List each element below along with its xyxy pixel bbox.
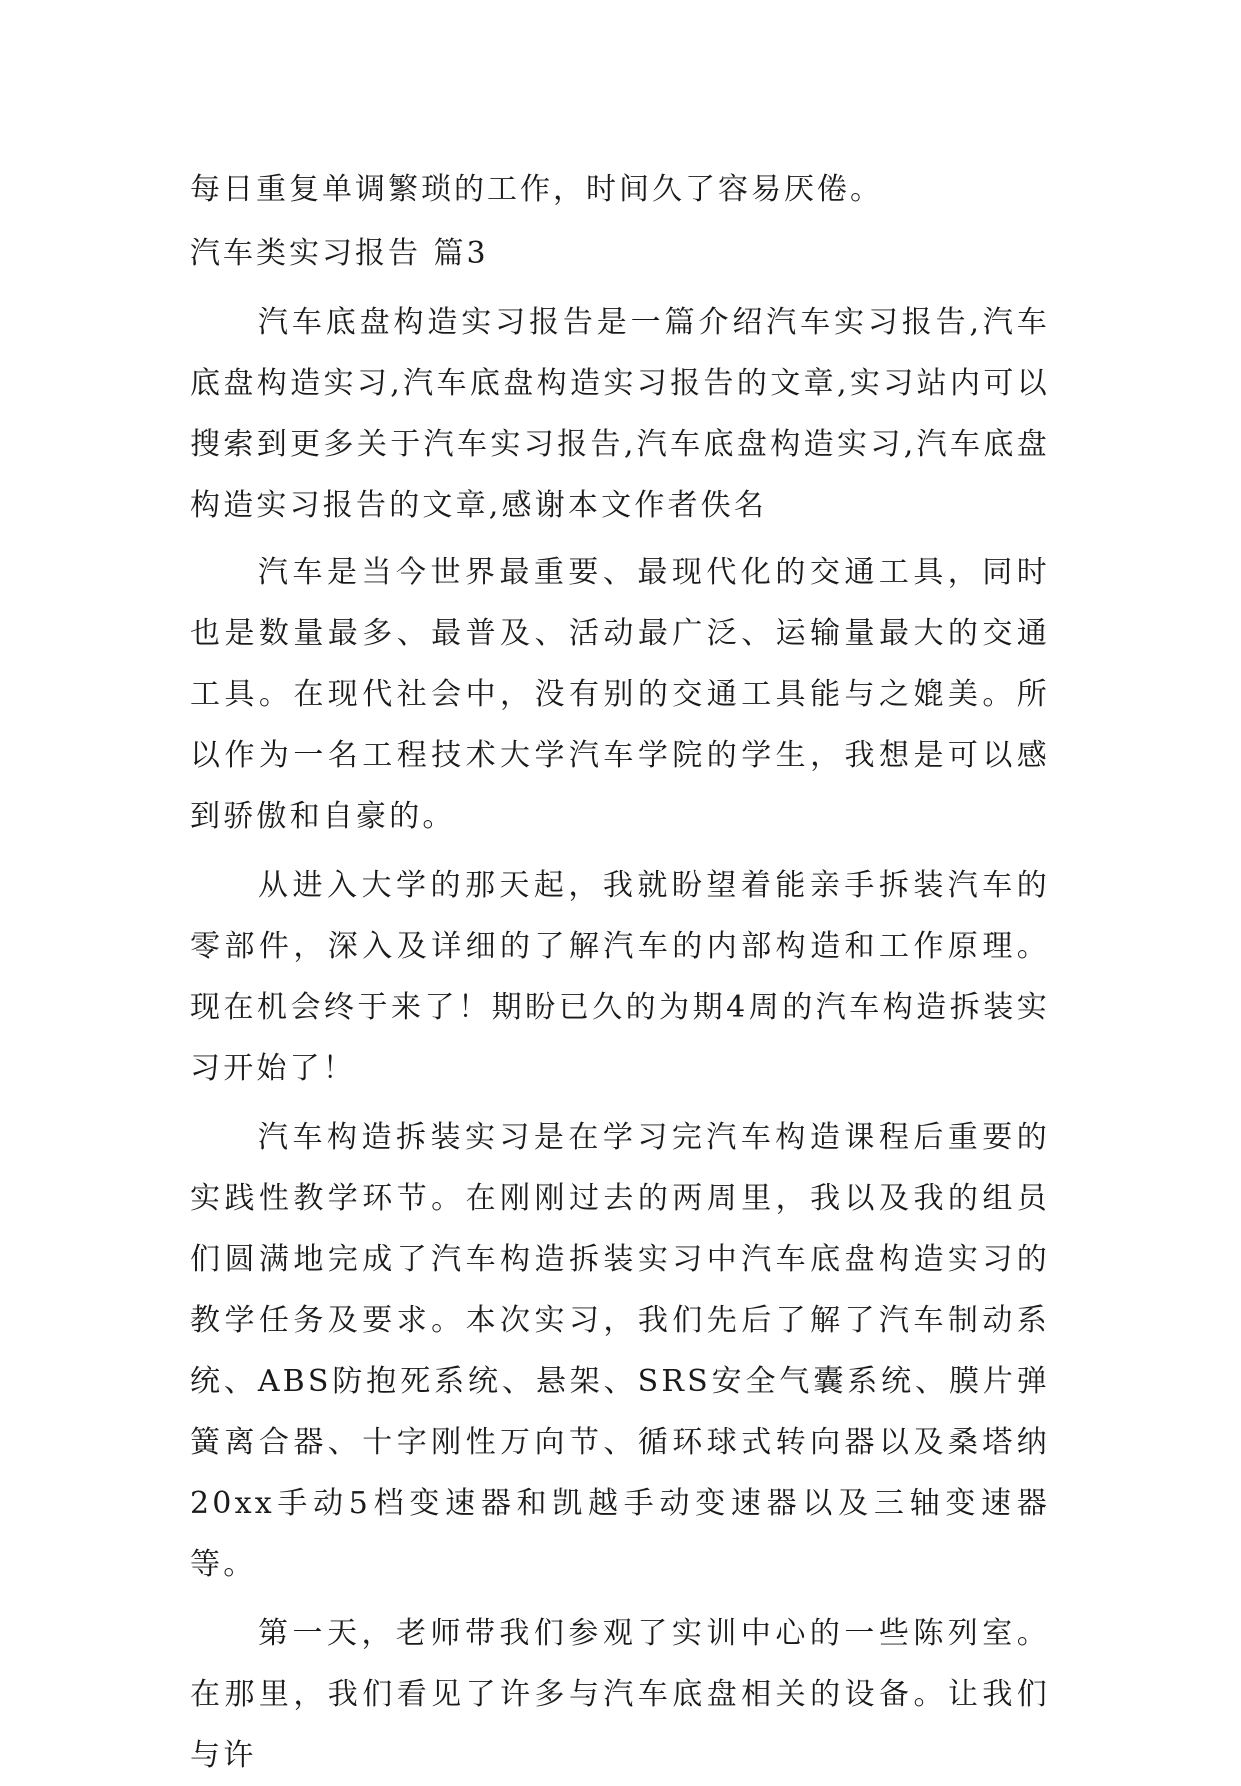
paragraph-4: 汽车构造拆装实习是在学习完汽车构造课程后重要的实践性教学环节。在刚刚过去的两周里，我以及我的组员们圆满地完成了汽车构造拆装实习中汽车底盘构造实习的教学任务及要求。本次实习，我们先后了解了汽车制动系统、ABS防抱死系统、悬架、SRS安全气囊系统、膜片弹簧离合器、十字刚性万向节、循环球式转向器以及桑塔纳20xx手动5档变速器和凯越手动变速器以及三轴变速器等。 — [190, 1120, 1050, 1582]
intro-line: 每日重复单调繁琐的工作，时间久了容易厌倦。 — [190, 172, 883, 207]
paragraph-3: 从进入大学的那天起，我就盼望着能亲手拆装汽车的零部件，深入及详细的了解汽车的内部构造和工作原理。现在机会终于来了！期盼已久的为期4周的汽车构造拆装实习开始了！ — [190, 868, 1050, 1086]
section-heading: 汽车类实习报告 篇3 — [190, 236, 489, 271]
paragraph-1: 汽车底盘构造实习报告是一篇介绍汽车实习报告,汽车底盘构造实习,汽车底盘构造实习报告的文章,实习站内可以搜索到更多关于汽车实习报告,汽车底盘构造实习,汽车底盘构造实习报告的文章,感谢本文作者佚名 — [190, 305, 1050, 523]
paragraph-5: 第一天，老师带我们参观了实训中心的一些陈列室。在那里，我们看见了许多与汽车底盘相关的设备。让我们与许 — [190, 1616, 1050, 1773]
paragraph-2: 汽车是当今世界最重要、最现代化的交通工具，同时也是数量最多、最普及、活动最广泛、运输量最大的交通工具。在现代社会中，没有别的交通工具能与之媲美。所以作为一名工程技术大学汽车学院的学生，我想是可以感到骄傲和自豪的。 — [190, 555, 1050, 834]
document-body — [190, 158, 1050, 1786]
